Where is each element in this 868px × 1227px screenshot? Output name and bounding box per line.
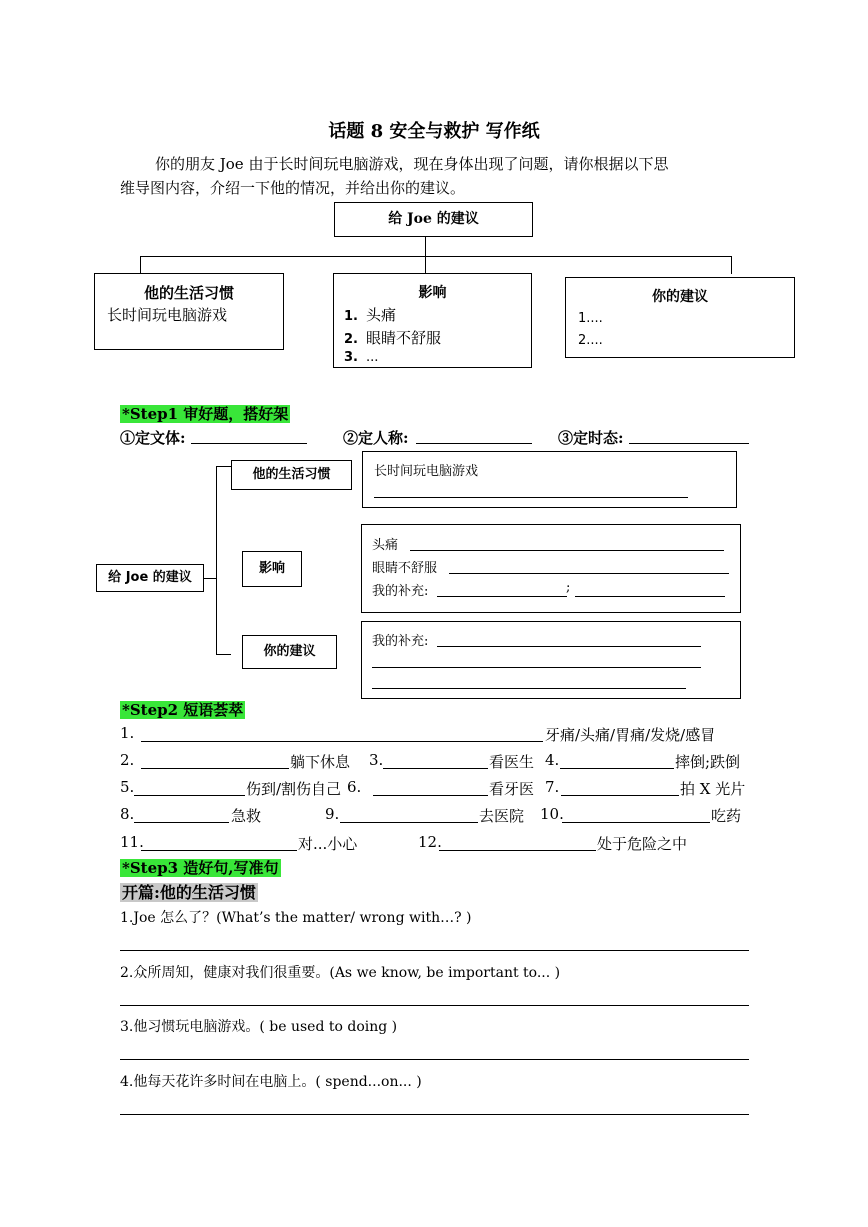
phrase-num: 8. xyxy=(120,805,135,823)
phrase-text: 看牙医 xyxy=(489,780,535,798)
blank-effect-2[interactable] xyxy=(449,573,729,574)
phrase-text: 吃药 xyxy=(711,807,742,825)
effect-item: 眼睛不舒服 xyxy=(366,329,442,347)
phrase-num: 9. xyxy=(325,805,340,823)
blank-advice-1[interactable] xyxy=(437,646,701,647)
mindmap-advice-box xyxy=(565,277,795,358)
phrase-blank[interactable] xyxy=(383,768,488,769)
page-title: 话题 8 安全与救护 写作纸 xyxy=(328,121,540,142)
intro-line-2: 维导图内容，介绍一下他的情况，并给出你的建议。 xyxy=(120,179,466,197)
phrase-text: 急救 xyxy=(231,807,262,825)
sentence-prompt: 2.众所周知，健康对我们很重要。(As we know, be important to... ) xyxy=(120,965,561,981)
blank-effect-3a[interactable] xyxy=(437,596,567,597)
phrase-num: 11. xyxy=(120,833,144,851)
phrase-num: 10. xyxy=(540,805,564,823)
phrase-text: 对...小心 xyxy=(298,835,358,853)
phrase-num: 5. xyxy=(120,778,135,796)
outline-root: 给 Joe 的建议 xyxy=(96,564,204,592)
phrase-blank[interactable] xyxy=(141,741,543,742)
outline-effect: 影响 xyxy=(242,551,302,587)
blank-advice-3[interactable] xyxy=(372,688,686,689)
effect-detail-box xyxy=(361,524,741,613)
blank-person[interactable] xyxy=(416,443,532,444)
connector xyxy=(216,654,231,655)
sentence-prompt: 4.他每天花许多时间在电脑上。( spend...on... ) xyxy=(120,1074,422,1090)
blank-advice-2[interactable] xyxy=(372,667,701,668)
effect-detail-2: 眼睛不舒服 xyxy=(372,561,438,576)
phrase-num: 1. xyxy=(120,724,135,742)
phrase-blank[interactable] xyxy=(561,795,679,796)
phrase-blank[interactable] xyxy=(141,850,297,851)
step3-subheading: 开篇:他的生活习惯 xyxy=(122,883,256,902)
blank-genre[interactable] xyxy=(191,443,307,444)
blank-effect-3b[interactable] xyxy=(575,596,725,597)
step3-heading: *Step3 造好句,写准句 xyxy=(122,859,279,877)
phrase-blank[interactable] xyxy=(439,850,596,851)
phrase-num: 2. xyxy=(120,751,135,769)
phrase-text: 拍 X 光片 xyxy=(680,780,746,798)
effect-detail-3: 我的补充: xyxy=(372,584,429,599)
phrase-blank[interactable] xyxy=(340,822,478,823)
q-genre: ①定文体: xyxy=(120,429,186,447)
connector xyxy=(731,256,732,274)
habit-detail-box xyxy=(362,451,737,508)
advice-detail-box xyxy=(361,621,741,699)
phrase-num: 3. xyxy=(369,751,384,769)
blank-habit[interactable] xyxy=(374,497,688,498)
connector xyxy=(216,466,231,467)
mindmap-habit-box xyxy=(94,273,284,350)
phrase-text: 处于危险之中 xyxy=(597,835,688,853)
connector xyxy=(204,578,216,579)
phrase-text: 躺下休息 xyxy=(290,753,351,771)
connector xyxy=(216,466,217,654)
advice-item: 2.... xyxy=(578,333,603,348)
step2-heading: *Step2 短语荟萃 xyxy=(122,701,244,719)
phrase-num: 12. xyxy=(418,833,442,851)
phrase-blank[interactable] xyxy=(141,768,289,769)
phrase-blank[interactable] xyxy=(134,795,245,796)
effect-detail-1: 头痛 xyxy=(372,538,399,553)
phrase-text: 伤到/割伤自己 xyxy=(246,780,342,798)
advice-detail-label: 我的补充: xyxy=(372,634,429,649)
phrase-blank[interactable] xyxy=(560,768,674,769)
phrase-num: 4. xyxy=(545,751,560,769)
answer-line[interactable] xyxy=(120,1114,749,1115)
connector xyxy=(425,237,426,277)
phrase-text: 看医生 xyxy=(489,753,535,771)
phrase-num: 7. xyxy=(545,778,560,796)
blank-effect-1[interactable] xyxy=(410,550,724,551)
advice-title: 你的建议 xyxy=(652,289,708,305)
q-tense: ③定时态: xyxy=(558,429,624,447)
blank-tense[interactable] xyxy=(629,443,749,444)
outline-advice: 你的建议 xyxy=(242,635,337,669)
phrase-text: 去医院 xyxy=(479,807,525,825)
answer-line[interactable] xyxy=(120,1059,749,1060)
connector xyxy=(140,256,731,257)
phrase-blank[interactable] xyxy=(134,822,229,823)
q-person: ②定人称: xyxy=(343,429,409,447)
phrase-blank[interactable] xyxy=(562,822,710,823)
habit-detail-text: 长时间玩电脑游戏 xyxy=(374,464,479,479)
phrase-blank[interactable] xyxy=(373,795,488,796)
advice-item: 1.... xyxy=(578,311,603,326)
sentence-prompt: 1.Joe 怎么了？(What’s the matter/ wrong with…? ) xyxy=(120,910,472,926)
step1-heading: *Step1 审好题，搭好架 xyxy=(122,405,289,423)
answer-line[interactable] xyxy=(120,1005,749,1006)
outline-habit: 他的生活习惯 xyxy=(231,460,352,490)
habit-title: 他的生活习惯 xyxy=(143,284,234,302)
connector xyxy=(140,256,141,274)
phrase-text: 摔倒;跌倒 xyxy=(675,753,741,771)
effect-item: 头痛 xyxy=(366,306,397,324)
mindmap-root: 给 Joe 的建议 xyxy=(334,202,533,237)
effect-num: 1. xyxy=(344,309,358,324)
phrase-num: 6. xyxy=(347,778,362,796)
mindmap-effect-box xyxy=(333,273,532,368)
effect-item: ... xyxy=(366,350,379,365)
effect-num: 2. xyxy=(344,332,358,347)
phrase-text: 牙痛/头痛/胃痛/发烧/感冒 xyxy=(545,726,716,744)
semicolon: ; xyxy=(566,580,571,595)
sentence-prompt: 3.他习惯玩电脑游戏。( be used to doing ) xyxy=(120,1019,398,1035)
effect-list xyxy=(344,304,441,366)
effect-num: 3. xyxy=(344,350,358,365)
effect-title: 影响 xyxy=(418,285,447,301)
intro-line-1: 你的朋友 Joe 由于长时间玩电脑游戏，现在身体出现了问题，请你根据以下思 xyxy=(155,155,669,173)
answer-line[interactable] xyxy=(120,950,749,951)
habit-text: 长时间玩电脑游戏 xyxy=(107,306,228,324)
